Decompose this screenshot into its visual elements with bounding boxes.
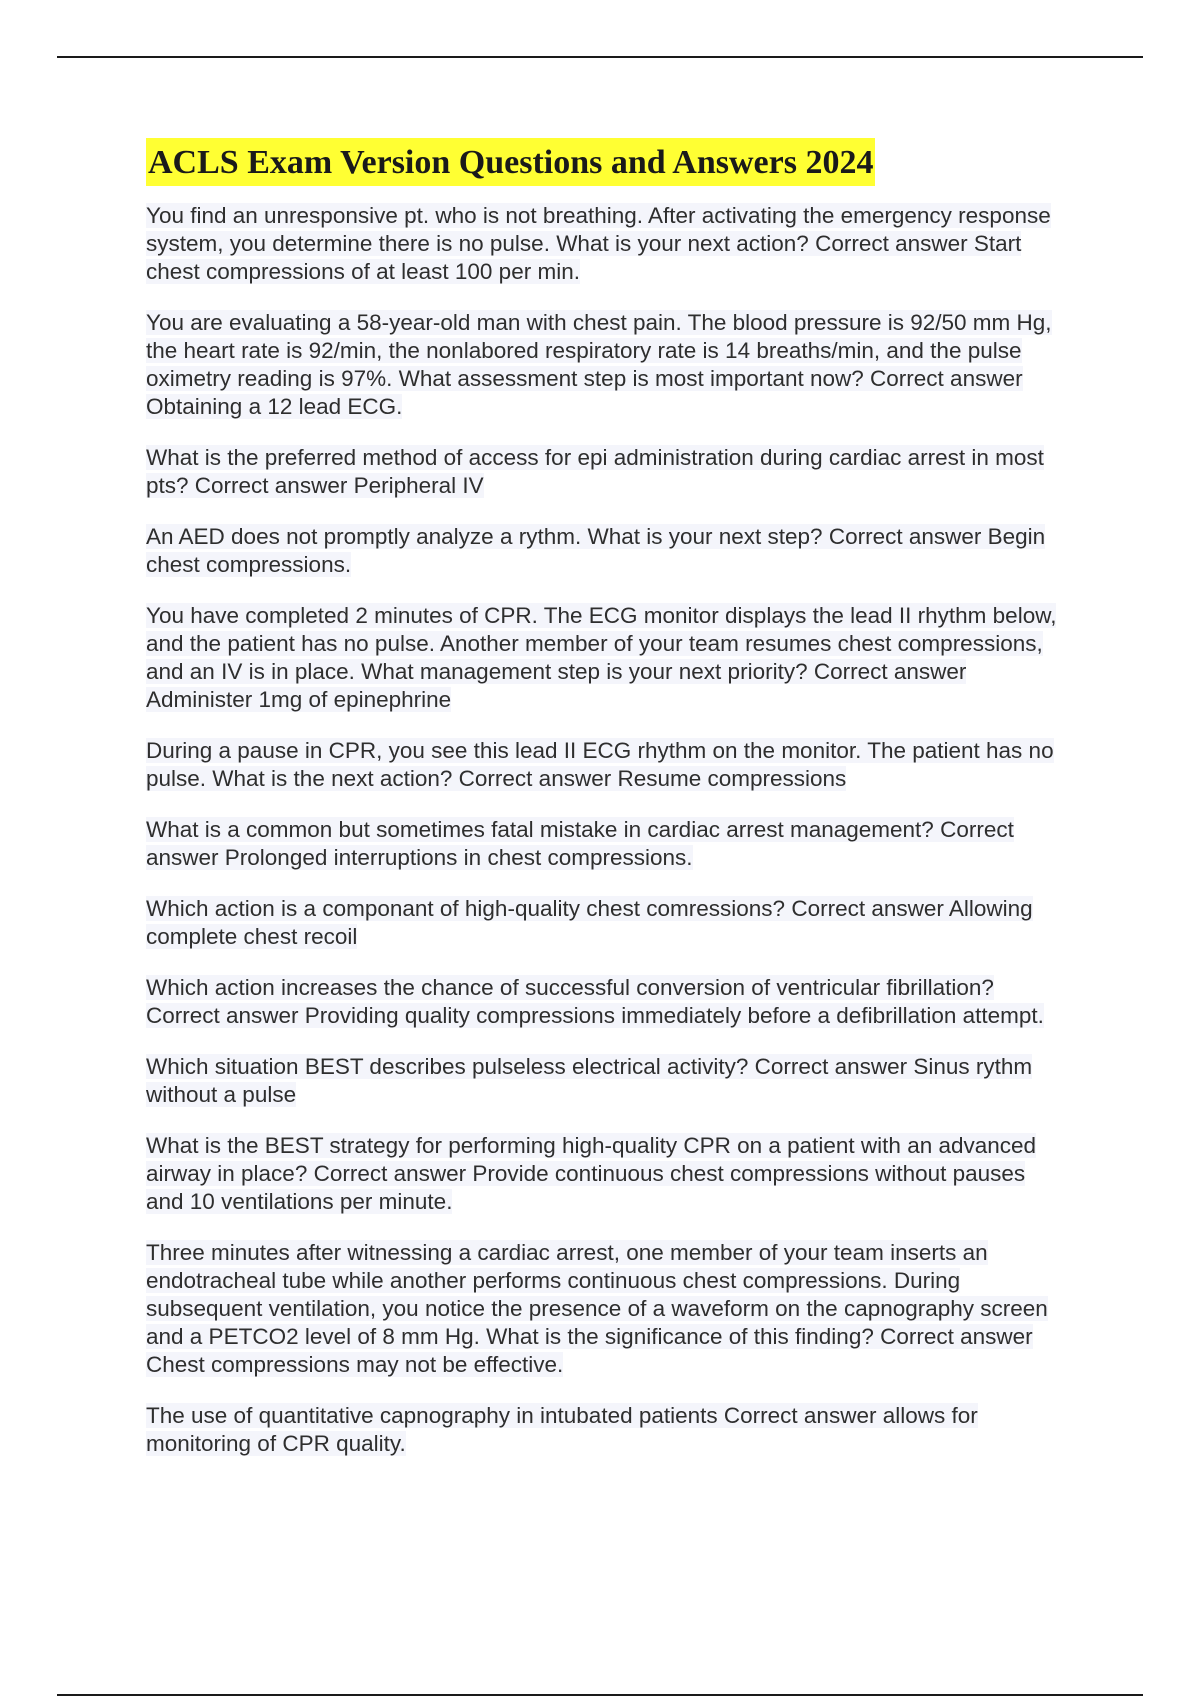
qa-item — [146, 1239, 1066, 1379]
bottom-rule — [57, 1694, 1143, 1696]
top-rule — [57, 56, 1143, 58]
qa-text: You are evaluating a 58-year-old man with chest pain. The blood pressure is 92/50 mm Hg, the heart rate is 92/min, the nonlabored respiratory rate is 14 breaths/min, and the pulse oximetry reading is 97%. What assessment step is most important now? Correct answer Obtaining a 12 lead ECG. — [146, 310, 1052, 419]
qa-item — [146, 974, 1066, 1030]
qa-text: You find an unresponsive pt. who is not breathing. After activating the emergency response system, you determine there is no pulse. What is your next action? Correct answer Start chest compressions of at least 100 per min. — [146, 203, 1051, 284]
qa-item — [146, 1402, 1066, 1458]
qa-item — [146, 444, 1066, 500]
qa-text: Which action is a componant of high-quality chest comressions? Correct answer Allowing complete chest recoil — [146, 896, 1033, 949]
qa-item — [146, 602, 1066, 714]
qa-item — [146, 895, 1066, 951]
document-body — [146, 138, 1066, 1481]
qa-list — [146, 202, 1066, 1458]
qa-text: During a pause in CPR, you see this lead II ECG rhythm on the monitor. The patient has no pulse. What is the next action? Correct answer Resume compressions — [146, 738, 1054, 791]
qa-item — [146, 523, 1066, 579]
qa-text: You have completed 2 minutes of CPR. The ECG monitor displays the lead II rhythm below, and the patient has no pulse. Another member of your team resumes chest compressions, and an IV is in place. What management step is your next priority? Correct answer Administer 1mg of epinephrine — [146, 603, 1057, 712]
qa-text: Which situation BEST describes pulseless electrical activity? Correct answer Sinus rythm without a pulse — [146, 1054, 1033, 1107]
qa-text: What is the preferred method of access for epi administration during cardiac arrest in most pts? Correct answer Peripheral IV — [146, 445, 1044, 498]
qa-text: What is a common but sometimes fatal mistake in cardiac arrest management? Correct answer Prolonged interruptions in chest compressions. — [146, 817, 1014, 870]
qa-text: What is the BEST strategy for performing high-quality CPR on a patient with an advanced airway in place? Correct answer Provide continuous chest compressions without pauses and 10 ventilations per minute. — [146, 1133, 1037, 1214]
qa-item — [146, 1053, 1066, 1109]
qa-item — [146, 816, 1066, 872]
qa-item — [146, 1132, 1066, 1216]
qa-item — [146, 309, 1066, 421]
document-title: ACLS Exam Version Questions and Answers 2024 — [146, 138, 875, 186]
qa-item — [146, 737, 1066, 793]
qa-text: Three minutes after witnessing a cardiac arrest, one member of your team inserts an endotracheal tube while another performs continuous chest compressions. During subsequent ventilation, you notice the presence of a waveform on the capnography screen and a PETCO2 level of 8 mm Hg. What is the significance of this finding? Correct answer Chest compressions may not be effective. — [146, 1240, 1048, 1377]
qa-text: An AED does not promptly analyze a rythm. What is your next step? Correct answer Begin chest compressions. — [146, 524, 1046, 577]
qa-item — [146, 202, 1066, 286]
qa-text: The use of quantitative capnography in intubated patients Correct answer allows for monitoring of CPR quality. — [146, 1403, 978, 1456]
qa-text: Which action increases the chance of successful conversion of ventricular fibrillation? Correct answer Providing quality compressions immediately before a defibrillation attempt. — [146, 975, 1044, 1028]
